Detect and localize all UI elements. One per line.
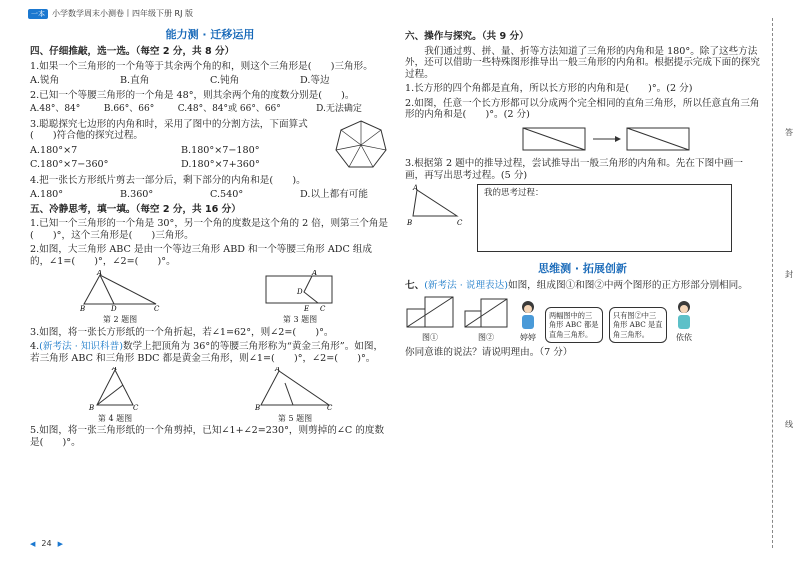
option[interactable]: B.360° xyxy=(120,189,154,201)
section-7-num: 七、 xyxy=(405,280,425,292)
rectangle-split-figure xyxy=(515,124,715,154)
ability-banner: 能力测 · 迁移运用 xyxy=(165,28,255,41)
svg-text:C: C xyxy=(320,305,326,313)
svg-text:A: A xyxy=(97,270,103,278)
girl-icon xyxy=(673,299,695,331)
svg-text:C: C xyxy=(457,219,463,226)
new-question-tag: (新考法 · 说理表达) xyxy=(424,280,508,292)
option[interactable]: C.48°、84°或 66°、66° xyxy=(177,104,281,115)
figure-7-1-caption: 图① xyxy=(422,333,438,343)
option[interactable]: B.直角 xyxy=(120,75,150,87)
fill-5-2: 2.如图，大三角形 ABC 是由一个等边三角形 ABD 和一个等腰三角形 ADC 组成的，∠1=( )°，∠2=( )°。 xyxy=(30,244,373,267)
series-badge: 一本 xyxy=(28,9,48,19)
fill-5-3: 3.如图，将一张长方形纸的一个角折起，若∠1=62°，则∠2=( )°。 xyxy=(30,326,334,338)
fill-5-4-text: 数学上把顶角为 36°的等腰三角形称为“黄金三角形”。如图，若三角形 ABC 和三角形 BDC 都是黄金三角形，则∠1=( )°，∠2=( )°。 xyxy=(30,341,384,364)
option[interactable]: B.66°、66° xyxy=(103,104,155,115)
page-footer xyxy=(30,539,63,549)
side-char: 封 xyxy=(785,270,793,279)
svg-text:C: C xyxy=(154,305,160,313)
answer-box-label: 我的思考过程： xyxy=(484,188,544,198)
triangle-abc-figure xyxy=(405,184,465,226)
figure-5-caption: 第 5 题图 xyxy=(277,413,313,423)
speech-bubble: 只有图②中三角形 ABC 是直角三角形。 xyxy=(609,307,667,343)
question-7-ask: 你同意谁的说法？请说明理由。（7 分） xyxy=(405,346,573,358)
section-4-title: 四、仔细推敲，选一选。（每空 2 分，共 8 分） xyxy=(30,46,235,58)
question-4-3-block xyxy=(30,118,390,174)
question-7 xyxy=(405,280,760,292)
option[interactable]: C.钝角 xyxy=(210,75,240,87)
side-char: 线 xyxy=(785,420,793,429)
figures-2-3 xyxy=(30,270,390,324)
option[interactable]: D.180°×7+360° xyxy=(181,159,260,171)
figure-3 xyxy=(260,270,340,324)
svg-text:A: A xyxy=(112,367,118,373)
section-6-intro: 我们通过剪、拼、量、折等方法知道了三角形的内角和是 180°。除了这些方法外，还可以借助一些特殊图形推导出一般三角形的内角和。根据提示完成下面的探究过程。 xyxy=(405,45,760,80)
svg-text:C: C xyxy=(133,404,139,412)
figure-7-2-caption: 图② xyxy=(478,333,494,343)
q2-options xyxy=(30,104,390,115)
question-4-4: 4.把一张长方形纸片剪去一部分后，剩下部分的内角和是( )。 xyxy=(30,174,306,186)
left-column xyxy=(30,14,390,451)
new-question-tag: (新考法 · 知识科普) xyxy=(39,341,123,353)
student-name: 依依 xyxy=(676,333,692,343)
figure-5 xyxy=(255,367,335,423)
question-6-1: 1.长方形的四个角都是直角，所以长方形的内角和是( )°。(2 分) xyxy=(405,83,693,94)
right-column xyxy=(405,28,760,361)
side-char: 答 xyxy=(785,128,793,137)
option[interactable]: A.锐角 xyxy=(30,75,60,87)
option[interactable]: A.48°、84° xyxy=(30,104,81,115)
fill-5-4: 4.(新考法 · 知识科普)数学上把顶角为 36°的等腰三角形称为“黄金三角形”。如图，若三角形 ABC 和三角形 BDC 都是黄金三角形，则∠1=( )°，∠2=( )°。 xyxy=(30,341,384,364)
svg-text:B: B xyxy=(89,404,95,412)
section-6-title: 六、操作与探究。（共 9 分） xyxy=(405,31,529,42)
student-name: 婷婷 xyxy=(520,333,536,343)
question-6-2: 2.如图，任意一个长方形都可以分成两个完全相同的直角三角形，所以任意直角三角形的内角和是( )°。(2 分) xyxy=(405,97,760,120)
thinking-banner: 思维测 · 拓展创新 xyxy=(538,262,627,275)
svg-text:E: E xyxy=(304,305,310,313)
question-4-3: 3.聪聪探究七边形的内角和时，采用了图中的分割方法，下面算式( )符合他的探究过程。 xyxy=(30,118,308,142)
fill-5-1: 1.已知一个三角形的一个角是 30°，另一个角的度数是这个角的 2 倍，则第三个角是( )°，这个三角形是( )三角形。 xyxy=(30,218,389,241)
option[interactable]: B.180°×7−180° xyxy=(181,144,260,156)
option[interactable]: C.540° xyxy=(210,189,244,201)
figure-3-caption: 第 3 题图 xyxy=(282,315,318,325)
prev-arrow-icon: ◀ xyxy=(30,539,36,548)
q4-options xyxy=(30,189,390,201)
student-yiyi xyxy=(673,299,695,343)
svg-text:A: A xyxy=(413,184,419,192)
question-6-3-workarea xyxy=(405,184,760,252)
svg-text:D: D xyxy=(111,305,117,313)
question-6-3: 3.根据第 2 题中的推导过程，尝试推导出一般三角形的内角和。先在下图中画一画，再写出思考过程。(5 分) xyxy=(405,158,743,181)
figure-7-1 xyxy=(405,295,455,343)
option[interactable]: D.等边 xyxy=(300,75,330,87)
question-4-2: 2.已知一个等腰三角形的一个角是 48°，则其余两个角的度数分别是( )。 xyxy=(30,89,355,101)
thinking-answer-box[interactable] xyxy=(477,184,732,252)
figure-7-2 xyxy=(461,295,511,343)
girl-icon xyxy=(517,299,539,331)
page-number: 24 xyxy=(41,539,52,548)
svg-text:B: B xyxy=(407,219,413,226)
section-7-text: 如图，组成图①和图②中两个图形的正方形部分别相同。 xyxy=(507,280,748,292)
speech-bubble: 两幅图中的三角形 ABC 都是直角三角形。 xyxy=(545,307,603,343)
option[interactable]: A.180°×7 xyxy=(30,144,78,156)
svg-text:B: B xyxy=(80,305,86,313)
heptagon-figure xyxy=(332,118,390,170)
student-tingting xyxy=(517,299,539,343)
figure-2-caption: 第 2 题图 xyxy=(102,315,138,325)
figure-4-caption: 第 4 题图 xyxy=(97,413,133,423)
svg-text:A: A xyxy=(312,270,318,278)
fill-5-5: 5.如图，将一张三角形纸的一个角剪掉，已知∠1+∠2=230°，则剪掉的∠C 的度数是( )°。 xyxy=(30,425,385,448)
figures-4-5 xyxy=(30,367,390,423)
option[interactable]: D.以上都有可能 xyxy=(300,189,368,201)
svg-text:D: D xyxy=(297,288,303,297)
svg-text:A: A xyxy=(275,367,281,374)
option[interactable]: D.无法确定 xyxy=(316,104,362,115)
binding-line xyxy=(772,18,773,548)
section-5-title: 五、冷静思考，填一填。（每空 2 分，共 16 分） xyxy=(30,203,241,215)
question-7-figures xyxy=(405,295,760,343)
header-title: 小学数学周末小测卷丨四年级下册 RJ 版 xyxy=(52,9,194,19)
option[interactable]: A.180° xyxy=(30,189,64,201)
q1-options xyxy=(30,75,390,87)
question-4-1: 1.如果一个三角形的一个角等于其余两个角的和，则这个三角形是( )三角形。 xyxy=(30,60,373,72)
next-arrow-icon: ▶ xyxy=(57,539,63,548)
option[interactable]: C.180°×7−360° xyxy=(30,159,109,171)
figure-2 xyxy=(80,270,160,324)
svg-text:C: C xyxy=(327,404,333,412)
figure-4 xyxy=(85,367,145,423)
svg-text:B: B xyxy=(255,404,261,412)
q3-options xyxy=(30,145,332,171)
